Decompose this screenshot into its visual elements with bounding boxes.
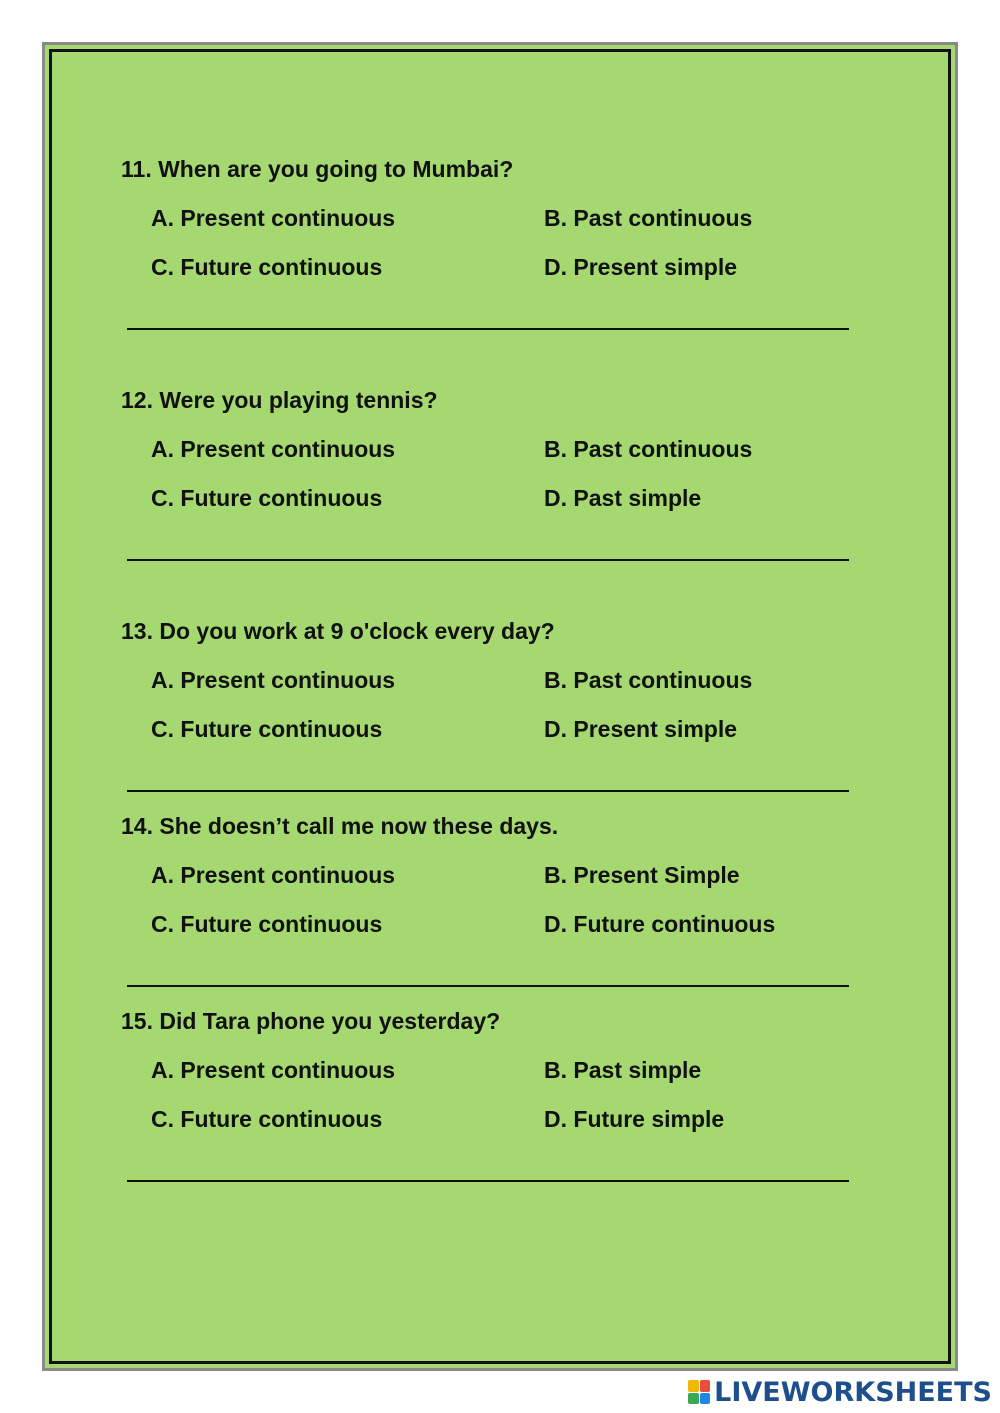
question-12: 12. Were you playing tennis?: [121, 387, 438, 413]
question-15: 15. Did Tara phone you yesterday?: [121, 1008, 501, 1034]
option-14-c[interactable]: C. Future continuous: [151, 911, 383, 937]
question-13: 13. Do you work at 9 o'clock every day?: [121, 618, 555, 644]
option-12-c[interactable]: C. Future continuous: [151, 485, 383, 511]
answer-line-13[interactable]: [127, 790, 849, 792]
option-12-a[interactable]: A. Present continuous: [151, 436, 396, 462]
answer-line-12[interactable]: [127, 559, 849, 561]
option-14-d[interactable]: D. Future continuous: [544, 911, 776, 937]
option-14-a[interactable]: A. Present continuous: [151, 862, 396, 888]
answer-line-14[interactable]: [127, 985, 849, 987]
option-14-b[interactable]: B. Present Simple: [544, 862, 740, 888]
option-15-c[interactable]: C. Future continuous: [151, 1106, 383, 1132]
liveworksheets-logo-text: LIVEWORKSHEETS: [714, 1376, 992, 1408]
option-13-c[interactable]: C. Future continuous: [151, 716, 383, 742]
liveworksheets-logo-icon: [688, 1380, 710, 1404]
option-11-c[interactable]: C. Future continuous: [151, 254, 383, 280]
option-11-d[interactable]: D. Present simple: [544, 254, 738, 280]
option-11-b[interactable]: B. Past continuous: [544, 205, 753, 231]
question-14: 14. She doesn’t call me now these days.: [121, 813, 559, 839]
option-13-b[interactable]: B. Past continuous: [544, 667, 753, 693]
liveworksheets-logo: [688, 1375, 992, 1409]
option-15-a[interactable]: A. Present continuous: [151, 1057, 396, 1083]
worksheet-page: [42, 42, 958, 1371]
answer-line-11[interactable]: [127, 328, 849, 330]
option-12-d[interactable]: D. Past simple: [544, 485, 702, 511]
option-12-b[interactable]: B. Past continuous: [544, 436, 753, 462]
option-11-a[interactable]: A. Present continuous: [151, 205, 396, 231]
option-15-b[interactable]: B. Past simple: [544, 1057, 702, 1083]
option-13-d[interactable]: D. Present simple: [544, 716, 738, 742]
option-13-a[interactable]: A. Present continuous: [151, 667, 396, 693]
answer-line-15[interactable]: [127, 1180, 849, 1182]
option-15-d[interactable]: D. Future simple: [544, 1106, 725, 1132]
question-11: 11. When are you going to Mumbai?: [121, 156, 514, 182]
worksheet-border: [49, 49, 951, 1364]
